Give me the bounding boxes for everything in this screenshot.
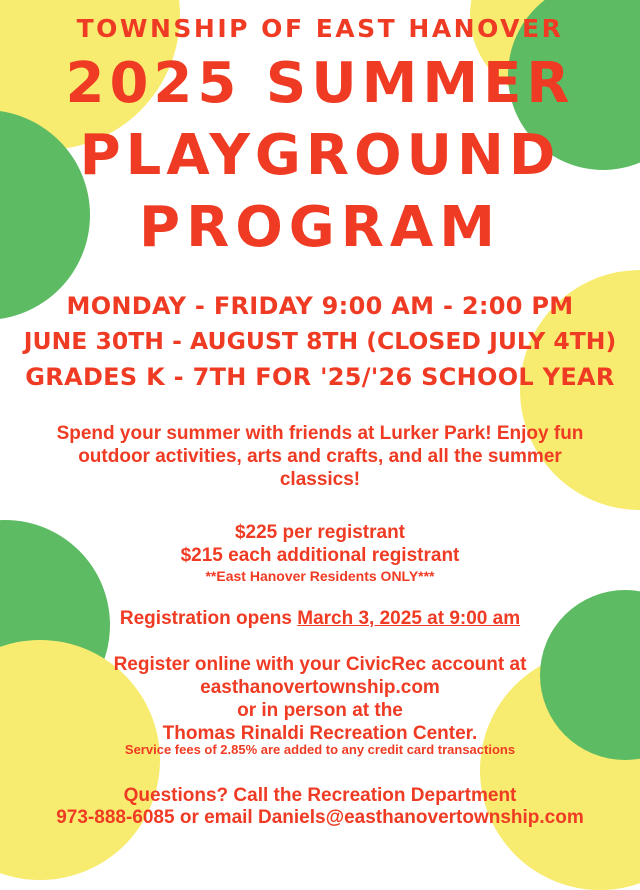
residents-only-note: **East Hanover Residents ONLY***: [205, 568, 435, 584]
schedule-days-hours: MONDAY - FRIDAY 9:00 AM - 2:00 PM: [66, 292, 574, 320]
title-line-3: PROGRAM: [139, 195, 501, 260]
contact-details: 973-888-6085 or email Daniels@easthanovertownship.com: [56, 807, 584, 828]
recreation-center-name: Thomas Rinaldi Recreation Center.: [162, 723, 478, 744]
schedule-grades: GRADES K - 7TH FOR '25/'26 SCHOOL YEAR: [25, 363, 615, 391]
website-url: easthanovertownship.com: [200, 677, 440, 698]
registration-date: March 3, 2025 at 9:00 am: [297, 608, 521, 629]
intro-text: Spend your summer with friends at Lurker Park! Enjoy fun outdoor activities, arts and crafts, and all the summer classics!: [56, 423, 584, 490]
price-additional-registrant: $215 each additional registrant: [180, 545, 460, 566]
questions-text: Questions? Call the Recreation Department: [123, 785, 517, 806]
registration-prefix: Registration opens: [119, 608, 298, 629]
service-fees-note: Service fees of 2.85% are added to any credit card transactions: [124, 742, 516, 757]
in-person-text: or in person at the: [237, 700, 403, 721]
title-line-1: 2025 SUMMER: [65, 51, 575, 116]
township-heading: TOWNSHIP OF EAST HANOVER: [76, 14, 564, 43]
price-per-registrant: $225 per registrant: [234, 522, 406, 543]
registration-opens: [40, 607, 600, 630]
schedule-dates: JUNE 30TH - AUGUST 8TH (CLOSED JULY 4TH): [23, 327, 617, 355]
title-line-2: PLAYGROUND: [79, 123, 561, 188]
register-online-text: Register online with your CivicRec account at: [113, 654, 527, 675]
